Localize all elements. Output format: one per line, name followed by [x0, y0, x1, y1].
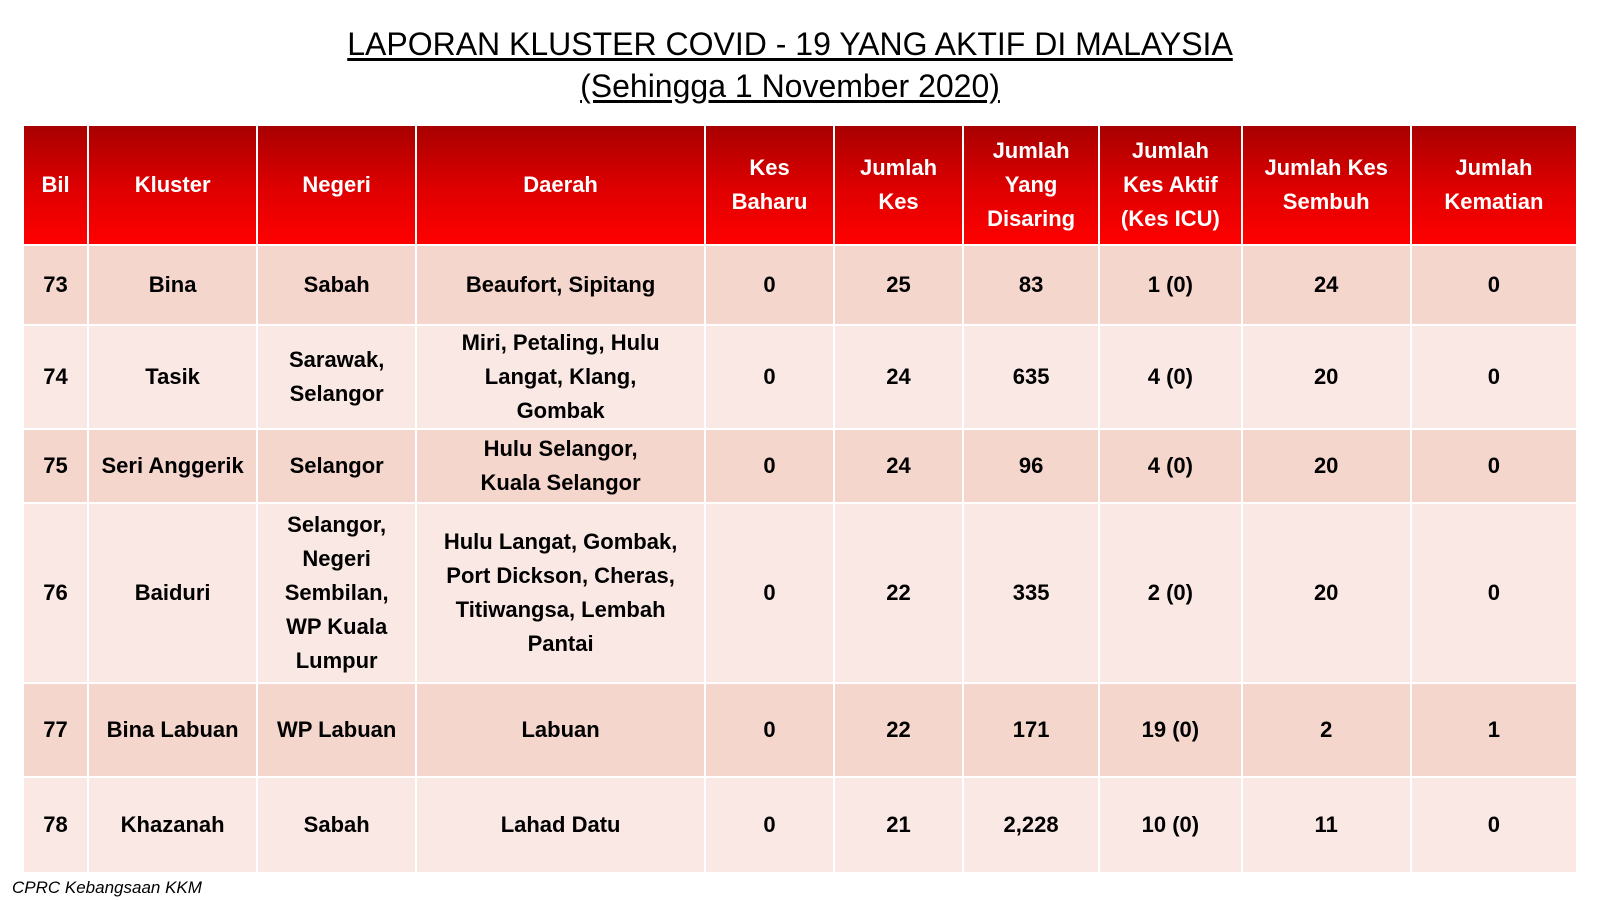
cell-negeri: Sabah [257, 245, 416, 325]
cell-jumlah-aktif: 2 (0) [1099, 503, 1241, 683]
cell-kes-baharu: 0 [705, 325, 834, 429]
cell-kes-baharu: 0 [705, 245, 834, 325]
cell-bil: 73 [23, 245, 88, 325]
cell-bil: 78 [23, 777, 88, 873]
cell-jumlah-kematian: 0 [1411, 245, 1577, 325]
cell-jumlah-sembuh: 20 [1242, 503, 1411, 683]
cell-jumlah-kes: 21 [834, 777, 963, 873]
cell-jumlah-sembuh: 20 [1242, 325, 1411, 429]
cell-kes-baharu: 0 [705, 503, 834, 683]
cell-kluster: Bina Labuan [88, 683, 257, 777]
cluster-table [22, 124, 1578, 874]
cell-jumlah-sembuh: 11 [1242, 777, 1411, 873]
header-row [23, 125, 1577, 245]
cell-jumlah-aktif: 19 (0) [1099, 683, 1241, 777]
cell-kluster: Baiduri [88, 503, 257, 683]
cell-kluster: Tasik [88, 325, 257, 429]
table-row [23, 325, 1577, 429]
cell-jumlah-kematian: 0 [1411, 503, 1577, 683]
cell-kluster: Khazanah [88, 777, 257, 873]
cell-negeri: Sabah [257, 777, 416, 873]
cell-kluster: Seri Anggerik [88, 429, 257, 503]
cell-negeri: Selangor, Negeri Sembilan, WP Kuala Lumpur [257, 503, 416, 683]
cell-jumlah-kes: 22 [834, 683, 963, 777]
cell-daerah: Hulu Selangor, Kuala Selangor [416, 429, 705, 503]
cell-negeri: WP Labuan [257, 683, 416, 777]
cell-jumlah-disaring: 335 [963, 503, 1099, 683]
cell-daerah: Beaufort, Sipitang [416, 245, 705, 325]
cell-bil: 77 [23, 683, 88, 777]
header-jumlah-kematian: Jumlah Kematian [1411, 125, 1577, 245]
cell-jumlah-aktif: 1 (0) [1099, 245, 1241, 325]
header-bil: Bil [23, 125, 88, 245]
report-title [0, 24, 1580, 64]
table-header [23, 125, 1577, 245]
cell-bil: 75 [23, 429, 88, 503]
cell-jumlah-disaring: 96 [963, 429, 1099, 503]
cell-jumlah-sembuh: 20 [1242, 429, 1411, 503]
cell-jumlah-disaring: 2,228 [963, 777, 1099, 873]
cell-daerah: Lahad Datu [416, 777, 705, 873]
header-daerah: Daerah [416, 125, 705, 245]
cell-kluster: Bina [88, 245, 257, 325]
cell-jumlah-disaring: 83 [963, 245, 1099, 325]
cell-jumlah-aktif: 4 (0) [1099, 325, 1241, 429]
cell-bil: 76 [23, 503, 88, 683]
cell-jumlah-kematian: 0 [1411, 429, 1577, 503]
header-negeri: Negeri [257, 125, 416, 245]
cell-daerah: Hulu Langat, Gombak, Port Dickson, Cheras, Titiwangsa, Lembah Pantai [416, 503, 705, 683]
cell-negeri: Sarawak, Selangor [257, 325, 416, 429]
cell-negeri: Selangor [257, 429, 416, 503]
report-title-text: LAPORAN KLUSTER COVID - 19 YANG AKTIF DI MALAYSIA [347, 26, 1233, 62]
cell-jumlah-kes: 25 [834, 245, 963, 325]
cell-jumlah-disaring: 171 [963, 683, 1099, 777]
table-row [23, 245, 1577, 325]
report-subtitle [0, 66, 1580, 106]
table-body [23, 245, 1577, 873]
table-row [23, 777, 1577, 873]
cell-bil: 74 [23, 325, 88, 429]
cell-daerah: Miri, Petaling, Hulu Langat, Klang, Gombak [416, 325, 705, 429]
cell-kes-baharu: 0 [705, 683, 834, 777]
cell-jumlah-sembuh: 24 [1242, 245, 1411, 325]
cell-daerah: Labuan [416, 683, 705, 777]
cell-jumlah-kematian: 0 [1411, 777, 1577, 873]
header-jumlah-disaring: Jumlah Yang Disaring [963, 125, 1099, 245]
header-jumlah-sembuh: Jumlah Kes Sembuh [1242, 125, 1411, 245]
cell-jumlah-aktif: 10 (0) [1099, 777, 1241, 873]
cell-jumlah-kes: 24 [834, 325, 963, 429]
table-row [23, 683, 1577, 777]
header-kluster: Kluster [88, 125, 257, 245]
header-kes-baharu: Kes Baharu [705, 125, 834, 245]
cell-jumlah-aktif: 4 (0) [1099, 429, 1241, 503]
cell-jumlah-disaring: 635 [963, 325, 1099, 429]
source-note: CPRC Kebangsaan KKM [12, 878, 202, 897]
header-jumlah-aktif: Jumlah Kes Aktif (Kes ICU) [1099, 125, 1241, 245]
cell-jumlah-kematian: 1 [1411, 683, 1577, 777]
table-row [23, 503, 1577, 683]
cell-jumlah-kematian: 0 [1411, 325, 1577, 429]
cell-jumlah-sembuh: 2 [1242, 683, 1411, 777]
cell-kes-baharu: 0 [705, 777, 834, 873]
cell-jumlah-kes: 24 [834, 429, 963, 503]
header-jumlah-kes: Jumlah Kes [834, 125, 963, 245]
cell-jumlah-kes: 22 [834, 503, 963, 683]
cell-kes-baharu: 0 [705, 429, 834, 503]
table-row [23, 429, 1577, 503]
report-subtitle-text: (Sehingga 1 November 2020) [580, 68, 1000, 104]
